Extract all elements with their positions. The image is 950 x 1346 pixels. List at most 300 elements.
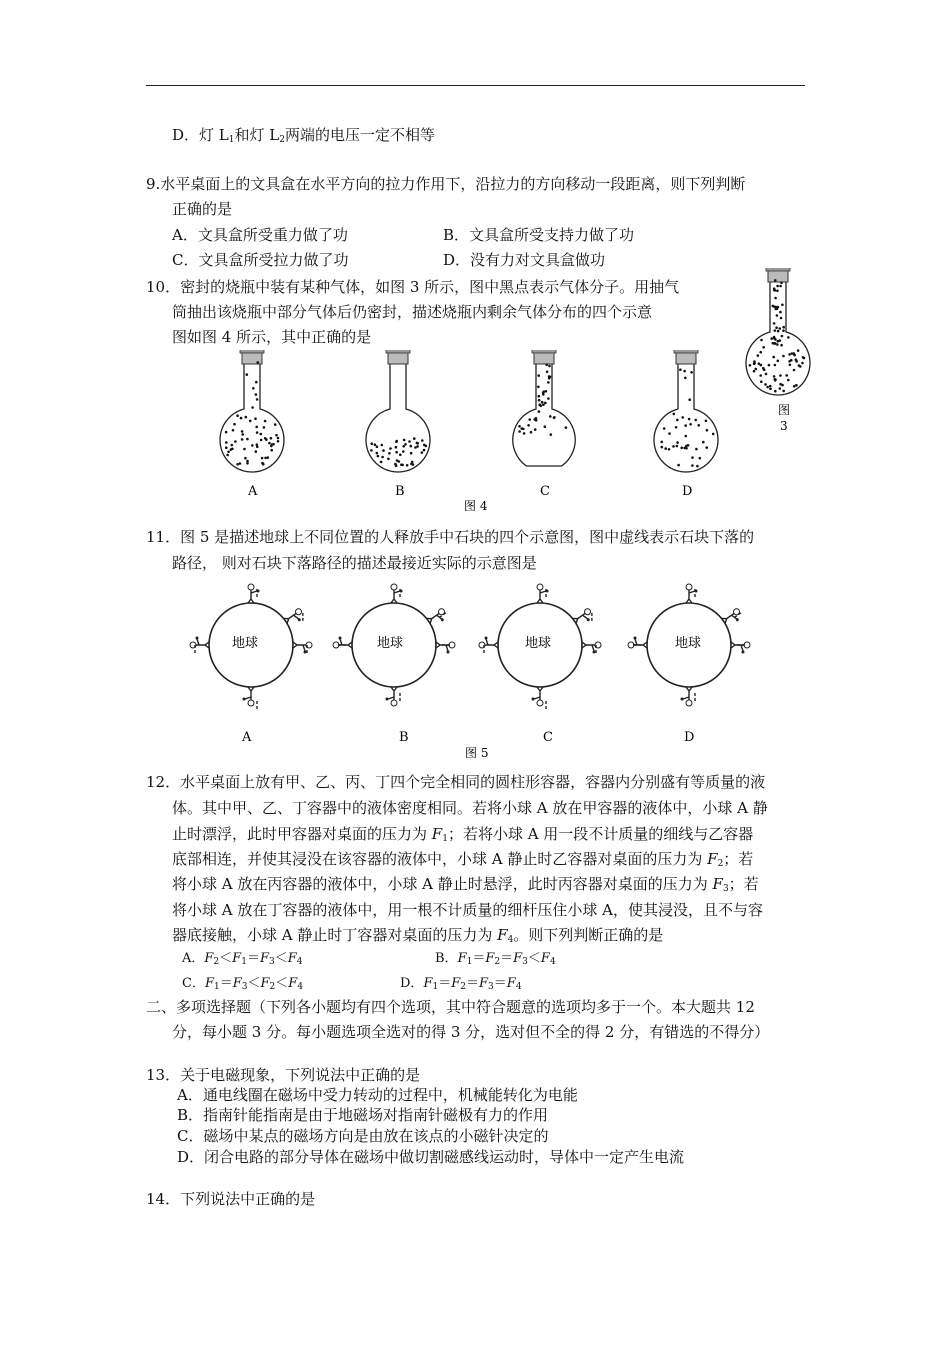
gas-molecule <box>244 457 247 460</box>
gas-molecule <box>260 439 263 442</box>
gas-molecule <box>780 282 783 285</box>
stopper <box>768 270 788 282</box>
gas-molecule <box>246 373 249 376</box>
gas-molecule <box>370 449 373 452</box>
gas-molecule <box>688 418 691 421</box>
gas-molecule <box>243 448 246 451</box>
gas-molecule <box>697 424 700 427</box>
gas-molecule <box>518 425 521 428</box>
gas-molecule <box>797 349 800 352</box>
gas-molecule <box>410 445 413 448</box>
q12-stem-line1: 12．水平桌面上放有甲、乙、丙、丁四个完全相同的圆柱形容器，容器内分别盛有等质量的液 <box>146 773 766 791</box>
gas-molecule <box>380 461 383 464</box>
gas-molecule <box>774 364 777 367</box>
person-figure <box>243 687 255 706</box>
person-figure <box>391 584 403 603</box>
q12-stem-line6: 将小球 A 放在丁容器的液体中，用一根不计质量的细杆压住小球 A，使其浸没，且不与容 <box>172 901 763 919</box>
q9-option-b: B．文具盒所受支持力做了功 <box>443 226 635 244</box>
q9-option-c: C．文具盒所受拉力做了功 <box>172 251 349 269</box>
gas-molecule <box>249 420 252 423</box>
gas-molecule <box>226 454 229 457</box>
gas-molecule <box>801 362 804 365</box>
q14-stem: 14．下列说法中正确的是 <box>146 1190 316 1208</box>
gas-molecule <box>227 451 230 454</box>
gas-molecule <box>239 462 242 465</box>
gas-molecule <box>421 451 424 454</box>
gas-molecule <box>538 410 541 413</box>
gas-molecule <box>225 441 228 444</box>
fig4-label-d: D <box>682 484 693 499</box>
person-figure <box>293 642 312 654</box>
gas-molecule <box>256 398 259 401</box>
gas-molecule <box>260 433 263 436</box>
gas-molecule <box>255 450 258 453</box>
fig4-caption: 图 4 <box>464 499 488 513</box>
gas-molecule <box>402 445 405 448</box>
gas-molecule <box>788 360 791 363</box>
gas-molecule <box>538 399 541 402</box>
fig5-earth-label-c: 地球 <box>525 636 552 651</box>
gas-molecule <box>694 419 697 422</box>
gas-molecule <box>550 433 553 436</box>
gas-molecule <box>663 427 666 430</box>
gas-molecule <box>787 336 790 339</box>
gas-molecule <box>775 326 778 329</box>
gas-molecule <box>779 311 782 314</box>
gas-molecule <box>518 430 521 433</box>
gas-molecule <box>225 446 228 449</box>
q13-stem: 13．关于电磁现象，下列说法中正确的是 <box>146 1066 421 1084</box>
gas-molecule <box>275 434 278 437</box>
gas-molecule <box>760 339 763 342</box>
gas-molecule <box>781 384 784 387</box>
gas-molecule <box>255 393 258 396</box>
gas-molecule <box>257 361 260 364</box>
gas-molecule <box>425 445 428 448</box>
gas-molecule <box>534 428 537 431</box>
gas-molecule <box>775 308 778 311</box>
person-figure <box>333 637 352 649</box>
fig4-flask-a <box>220 350 284 472</box>
gas-molecule <box>676 445 679 448</box>
gas-molecule <box>780 344 783 347</box>
fig4-label-a: A <box>248 484 258 499</box>
gas-molecule <box>777 340 780 343</box>
gas-molecule <box>252 387 255 390</box>
gas-molecule <box>696 465 699 468</box>
gas-molecule <box>769 388 772 391</box>
person-figure <box>628 637 647 649</box>
gas-molecule <box>382 449 385 452</box>
gas-molecule <box>785 374 788 377</box>
gas-molecule <box>545 390 548 393</box>
gas-molecule <box>766 386 769 389</box>
gas-molecule <box>241 430 244 433</box>
gas-molecule <box>241 433 244 436</box>
gas-molecule <box>762 367 765 370</box>
gas-molecule <box>791 352 794 355</box>
gas-molecule <box>371 442 374 445</box>
gas-molecule <box>255 381 258 384</box>
gas-molecule <box>782 390 785 393</box>
q8-option-d: D．灯 $L_1$和灯 $L_2$两端的电压一定不相等 <box>172 126 435 145</box>
stopper <box>388 352 408 364</box>
q12-option-b: B．$F_1=F_2=F_3<F_4$ <box>435 951 556 967</box>
gas-molecule <box>549 415 552 418</box>
gas-molecule <box>545 363 548 366</box>
gas-molecule <box>241 438 244 441</box>
gas-molecule <box>547 381 550 384</box>
q9-stem-line1: 9.水平桌面上的文具盒在水平方向的拉力作用下，沿拉力的方向移动一段距离，则下列判断 <box>146 175 746 193</box>
gas-molecule <box>782 355 785 358</box>
fig5-earth-label-a: 地球 <box>232 636 259 651</box>
gas-molecule <box>537 386 540 389</box>
fig3-caption-line2: 3 <box>780 419 788 433</box>
gas-molecule <box>395 440 398 443</box>
gas-molecule <box>395 451 398 454</box>
gas-molecule <box>225 431 228 434</box>
person-figure <box>537 584 549 603</box>
fig5-label-b: B <box>399 730 409 745</box>
gas-molecule <box>774 390 777 393</box>
gas-molecule <box>677 464 680 467</box>
gas-molecule <box>749 364 752 367</box>
person-figure <box>190 637 209 649</box>
person-figure <box>532 687 544 706</box>
gas-molecule <box>274 423 277 426</box>
gas-molecule <box>542 392 545 395</box>
person-figure <box>582 642 601 654</box>
gas-molecule <box>546 371 549 374</box>
gas-molecule <box>762 346 765 349</box>
fig4-label-b: B <box>395 484 405 499</box>
gas-molecule <box>753 370 756 373</box>
gas-molecule <box>776 289 779 292</box>
gas-molecule <box>540 405 543 408</box>
gas-molecule <box>267 456 270 459</box>
section2-heading-line2: 分，每小题 3 分。每小题选项全选对的得 3 分，选对但不全的得 2 分，有错选的不得分） <box>172 1023 770 1041</box>
gas-molecule <box>760 380 763 383</box>
gas-molecule <box>779 327 782 330</box>
fig5-caption: 图 5 <box>465 746 489 760</box>
gas-molecule <box>400 463 403 466</box>
gas-molecule <box>774 279 777 282</box>
gas-molecule <box>685 445 688 448</box>
fig5-label-a: A <box>242 730 252 745</box>
gas-molecule <box>802 356 805 359</box>
q9-option-a: A．文具盒所受重力做了功 <box>172 226 348 244</box>
gas-molecule <box>706 429 709 432</box>
gas-molecule <box>668 448 671 451</box>
gas-molecule <box>522 428 525 431</box>
gas-molecule <box>406 464 409 467</box>
gas-molecule <box>705 446 708 449</box>
stopper-cap <box>386 350 410 353</box>
gas-molecule <box>769 385 772 388</box>
flask-outline <box>513 362 575 466</box>
q12-option-c: C．$F_1=F_3<F_2<F_4$ <box>182 976 304 992</box>
gas-molecule <box>236 463 239 466</box>
gas-molecule <box>246 462 249 465</box>
flask-outline <box>220 362 284 472</box>
gas-molecule <box>695 448 698 451</box>
gas-molecule <box>788 353 791 356</box>
gas-molecule <box>528 418 531 421</box>
gas-molecule <box>553 416 556 419</box>
gas-molecule <box>394 463 397 466</box>
gas-molecule <box>256 443 259 446</box>
gas-molecule <box>793 369 796 372</box>
gas-molecule <box>277 440 280 443</box>
q12-stem-line2: 体。其中甲、乙、丁容器中的液体密度相同。若将小球 A 放在甲容器的液体中，小球 A 静 <box>172 799 768 817</box>
gas-molecule <box>523 432 526 435</box>
gas-molecule <box>277 437 280 440</box>
gas-molecule <box>777 360 780 363</box>
gas-molecule <box>396 459 399 462</box>
figure-3 <box>740 268 820 438</box>
gas-molecule <box>231 444 234 447</box>
gas-molecule <box>538 395 541 398</box>
gas-molecule <box>782 329 785 332</box>
gas-molecule <box>773 336 776 339</box>
gas-molecule <box>264 420 267 423</box>
gas-molecule <box>765 373 768 376</box>
gas-molecule <box>668 432 671 435</box>
gas-molecule <box>416 442 419 445</box>
q11-stem-line1: 11．图 5 是描述地球上不同位置的人释放手中石块的四个示意图，图中虚线表示石块下落的 <box>146 528 755 546</box>
person-figure <box>686 584 698 603</box>
gas-molecule <box>408 440 411 443</box>
fig3-flask <box>746 268 810 395</box>
fig5-earth-label-b: 地球 <box>377 636 404 651</box>
gas-molecule <box>270 445 273 448</box>
gas-molecule <box>793 385 796 388</box>
gas-molecule <box>255 426 258 429</box>
fig5-earth-label-d: 地球 <box>675 636 702 651</box>
stopper <box>676 352 696 364</box>
gas-molecule <box>755 368 758 371</box>
gas-molecule <box>685 447 688 450</box>
gas-molecule <box>660 441 663 444</box>
gas-molecule <box>688 398 691 401</box>
gas-molecule <box>702 441 705 444</box>
gas-molecule <box>773 375 776 378</box>
fig4-flask-d <box>654 350 718 472</box>
gas-molecule <box>779 285 782 288</box>
gas-molecule <box>782 326 785 329</box>
gas-molecule <box>795 384 798 387</box>
gas-molecule <box>535 419 538 422</box>
q12-option-a: A．$F_2<F_1=F_3<F_4$ <box>182 951 303 967</box>
gas-molecule <box>712 433 715 436</box>
gas-molecule <box>254 417 257 420</box>
gas-molecule <box>548 365 551 368</box>
gas-molecule <box>376 452 379 455</box>
gas-molecule <box>780 317 783 320</box>
gas-molecule <box>376 445 379 448</box>
gas-molecule <box>565 426 568 429</box>
q9-option-d: D．没有力对文具盒做功 <box>443 251 606 269</box>
gas-molecule <box>795 358 798 361</box>
gas-molecule <box>758 362 761 365</box>
gas-molecule <box>413 437 416 440</box>
gas-molecule <box>779 387 782 390</box>
person-figure <box>731 642 750 654</box>
stopper-cap <box>766 268 790 271</box>
q13-option-c: C．磁场中某点的磁场方向是由放在该点的小磁针决定的 <box>177 1127 549 1145</box>
gas-molecule <box>399 454 402 457</box>
gas-molecule <box>544 402 547 405</box>
gas-molecule <box>374 443 377 446</box>
figure-4 <box>200 350 740 520</box>
gas-molecule <box>272 443 275 446</box>
flask-outline <box>366 362 430 472</box>
gas-molecule <box>679 368 682 371</box>
gas-molecule <box>691 456 694 459</box>
q12-stem-line7: 器底接触，小球 A 静止时丁容器对桌面的压力为 $F_4$。则下列判断正确的是 <box>172 926 664 945</box>
q12-stem-line5: 将小球 A 放在丙容器的液体中，小球 A 静止时悬浮，此时丙容器对桌面的压力为 $F_3$；若 <box>172 875 759 894</box>
gas-molecule <box>234 440 237 443</box>
gas-molecule <box>773 289 776 292</box>
gas-molecule <box>537 374 540 377</box>
gas-molecule <box>236 414 239 417</box>
gas-molecule <box>768 364 771 367</box>
gas-molecule <box>423 449 426 452</box>
stopper-cap <box>240 350 264 353</box>
gas-molecule <box>757 354 760 357</box>
gas-molecule <box>548 375 551 378</box>
gas-molecule <box>773 342 776 345</box>
gas-molecule <box>541 401 544 404</box>
gas-molecule <box>681 416 684 419</box>
gas-molecule <box>673 413 676 416</box>
gas-molecule <box>675 426 678 429</box>
gas-molecule <box>381 444 384 447</box>
gas-molecule <box>753 360 756 363</box>
gas-molecule <box>262 463 265 466</box>
gas-molecule <box>251 444 254 447</box>
gas-molecule <box>414 446 417 449</box>
fig5-label-c: C <box>543 730 553 745</box>
gas-molecule <box>787 379 790 382</box>
gas-molecule <box>270 449 273 452</box>
gas-molecule <box>772 356 775 359</box>
fig4-label-c: C <box>540 484 550 499</box>
gas-molecule <box>781 304 784 307</box>
gas-molecule <box>251 406 254 409</box>
figure-5 <box>170 575 790 760</box>
gas-molecule <box>245 416 248 419</box>
gas-molecule <box>759 374 762 377</box>
header-rule <box>146 85 805 86</box>
gas-molecule <box>403 439 406 442</box>
gas-molecule <box>672 445 675 448</box>
person-figure <box>386 687 398 706</box>
gas-molecule <box>404 443 407 446</box>
gas-molecule <box>410 463 413 466</box>
fig5-label-d: D <box>684 730 695 745</box>
gas-molecule <box>774 329 777 332</box>
gas-molecule <box>691 464 694 467</box>
gas-molecule <box>676 419 679 422</box>
person-figure <box>248 584 260 603</box>
gas-molecule <box>772 305 775 308</box>
q10-stem-line3: 图如图 4 所示，其中正确的是 <box>172 328 372 346</box>
gas-molecule <box>542 403 545 406</box>
gas-molecule <box>388 452 391 455</box>
gas-molecule <box>777 330 780 333</box>
gas-molecule <box>268 442 271 445</box>
q9-stem-line2: 正确的是 <box>172 200 233 218</box>
stopper-cap <box>532 350 556 353</box>
person-figure <box>479 637 498 649</box>
gas-molecule <box>410 452 413 455</box>
gas-molecule <box>779 374 782 377</box>
q13-option-b: B．指南针能指南是由于地磁场对指南针磁极有力的作用 <box>177 1106 549 1124</box>
gas-molecule <box>246 438 249 441</box>
gas-molecule <box>530 431 533 434</box>
gas-molecule <box>544 425 547 428</box>
person-figure <box>681 687 693 706</box>
fig3-caption-line1: 图 <box>778 403 791 417</box>
gas-molecule <box>421 439 424 442</box>
gas-molecule <box>705 420 708 423</box>
gas-molecule <box>676 441 679 444</box>
q12-option-d: D．$F_1=F_2=F_3=F_4$ <box>400 976 522 992</box>
gas-molecule <box>683 370 686 373</box>
gas-molecule <box>263 426 266 429</box>
gas-molecule <box>661 446 664 449</box>
gas-molecule <box>395 446 398 449</box>
q13-option-a: A．通电线圈在磁场中受力转动的过程中，机械能转化为电能 <box>177 1086 578 1104</box>
gas-molecule <box>759 351 762 354</box>
gas-molecule <box>773 322 776 325</box>
gas-molecule <box>680 447 683 450</box>
gas-molecule <box>261 457 264 460</box>
gas-molecule <box>240 417 243 420</box>
gas-molecule <box>264 457 267 460</box>
gas-molecule <box>690 371 693 374</box>
gas-molecule <box>764 383 767 386</box>
gas-molecule <box>232 429 235 432</box>
flask-outline <box>746 280 810 395</box>
gas-molecule <box>377 455 380 458</box>
q11-stem-line2: 路径， 则对石块下落路径的描述最接近实际的示意图是 <box>172 554 537 572</box>
gas-molecule <box>381 456 384 459</box>
gas-molecule <box>774 297 777 300</box>
gas-molecule <box>699 457 702 460</box>
q10-stem-line1: 10．密封的烧瓶中装有某种气体，如图 3 所示，图中黑点表示气体分子。用抽气 <box>146 278 680 296</box>
gas-molecule <box>270 437 273 440</box>
gas-molecule <box>776 285 779 288</box>
gas-molecule <box>402 450 405 453</box>
q13-option-d: D．闭合电路的部分导体在磁场中做切割磁感线运动时，导体中一定产生电流 <box>177 1148 685 1166</box>
q10-stem-line2: 筒抽出该烧瓶中部分气体后仍密封，描述烧瓶内剩余气体分布的四个示意 <box>172 303 653 321</box>
gas-molecule <box>387 458 390 461</box>
gas-molecule <box>389 447 392 450</box>
gas-molecule <box>776 314 779 317</box>
gas-molecule <box>774 378 777 381</box>
gas-molecule <box>684 424 687 427</box>
stopper-cap <box>674 350 698 353</box>
gas-molecule <box>685 435 688 438</box>
gas-molecule <box>527 424 530 427</box>
fig4-flask-c <box>513 350 575 466</box>
stopper <box>534 352 554 364</box>
gas-molecule <box>789 364 792 367</box>
person-figure <box>436 642 455 654</box>
gas-molecule <box>689 423 692 426</box>
